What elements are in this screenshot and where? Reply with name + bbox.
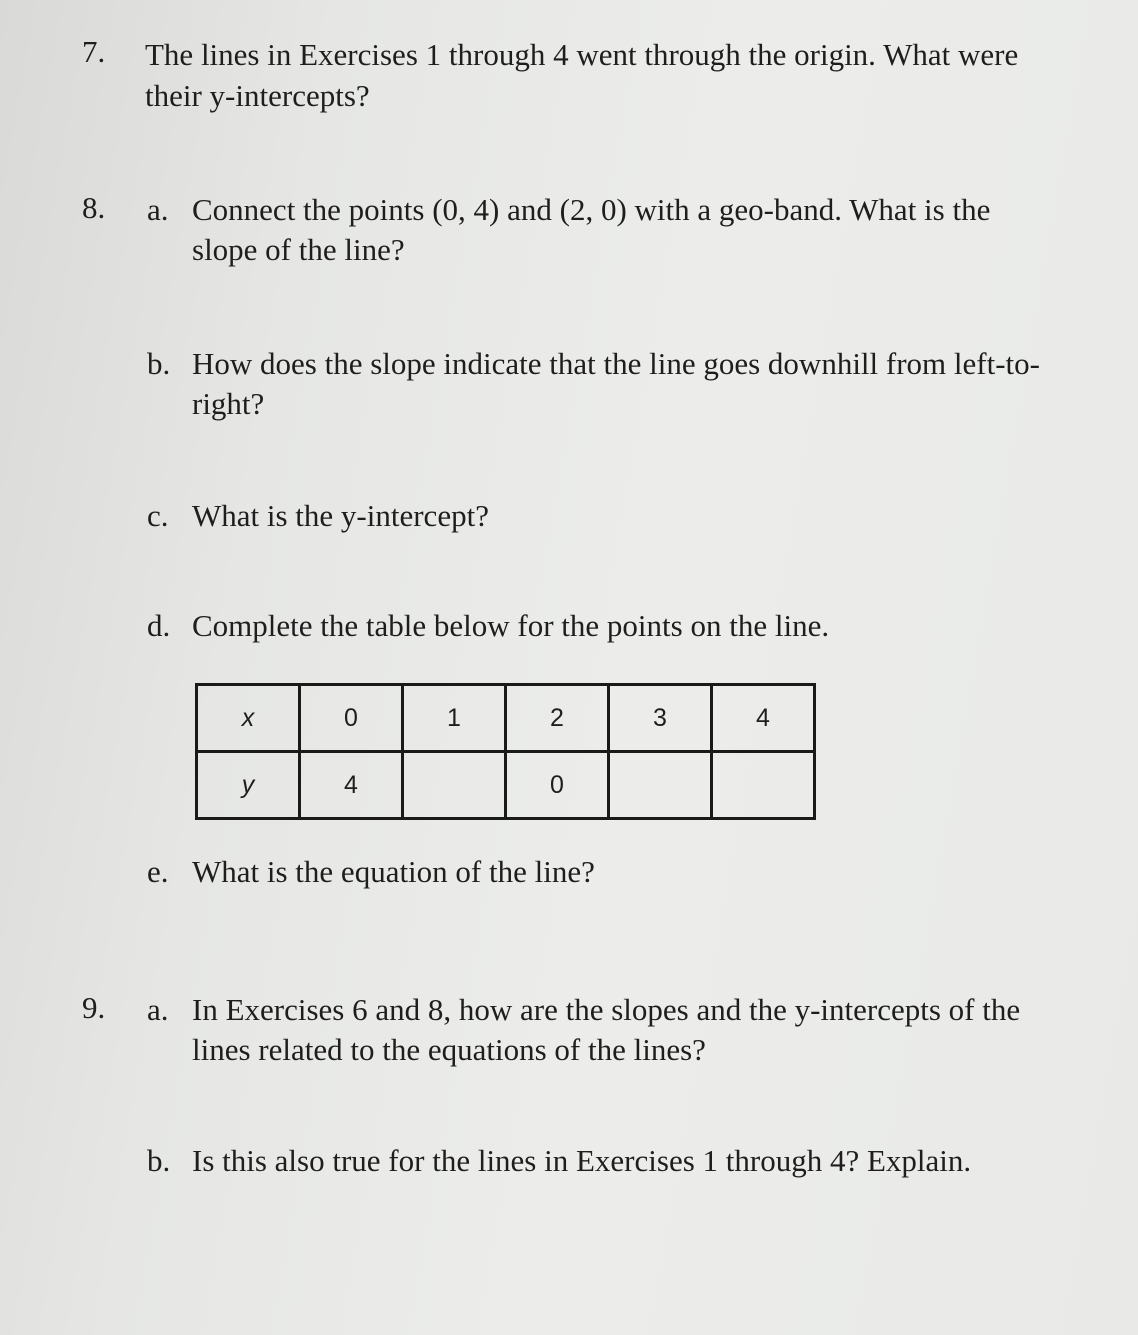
exercise-9a <box>147 990 1057 1070</box>
part-label: a. <box>147 192 169 227</box>
part-label: b. <box>147 1143 171 1178</box>
part-text: Is this also true for the lines in Exercises 1 through 4? Explain. <box>192 1143 972 1178</box>
exercise-9b <box>147 1141 1057 1181</box>
part-text: How does the slope indicate that the line goes downhill from left-to-right? <box>192 346 1040 421</box>
part-label: e. <box>147 854 169 889</box>
table-row-x <box>197 685 815 752</box>
exercise-8e <box>147 852 1057 892</box>
table-cell: 0 <box>506 752 609 819</box>
table-cell: 3 <box>609 685 712 752</box>
part-label: a. <box>147 992 169 1027</box>
table-cell: y <box>197 752 300 819</box>
part-text: Complete the table below for the points on the line. <box>192 608 830 643</box>
part-text: In Exercises 6 and 8, how are the slopes and the y-intercepts of the lines related to the equations of the lines? <box>192 992 1021 1067</box>
part-label: d. <box>147 608 171 643</box>
table-cell: 2 <box>506 685 609 752</box>
part-label: b. <box>147 346 171 381</box>
exercise-7-text: The lines in Exercises 1 through 4 went through the origin. What were their y-intercepts? <box>145 37 1019 113</box>
part-label: c. <box>147 498 169 533</box>
part-text: What is the equation of the line? <box>192 854 595 889</box>
table-cell: 0 <box>300 685 403 752</box>
table-cell-blank[interactable] <box>609 752 712 819</box>
table-row-y <box>197 752 815 819</box>
table-cell-blank[interactable] <box>403 752 506 819</box>
exercise-8d <box>147 606 1057 646</box>
table-cell: 4 <box>712 685 815 752</box>
exercise-8b <box>147 344 1057 424</box>
table-cell: 4 <box>300 752 403 819</box>
exercise-9-number: 9. <box>82 990 106 1025</box>
part-text: Connect the points (0, 4) and (2, 0) with a geo-band. What is the slope of the line? <box>192 192 991 267</box>
table-cell-blank[interactable] <box>712 752 815 819</box>
table-cell: x <box>197 685 300 752</box>
exercise-8-number: 8. <box>82 190 106 225</box>
xy-table <box>195 683 816 820</box>
exercise-8c <box>147 496 1057 536</box>
exercise-8a <box>147 190 1057 270</box>
table-cell: 1 <box>403 685 506 752</box>
exercise-7-number: 7. <box>82 34 106 69</box>
part-text: What is the y-intercept? <box>192 498 489 533</box>
